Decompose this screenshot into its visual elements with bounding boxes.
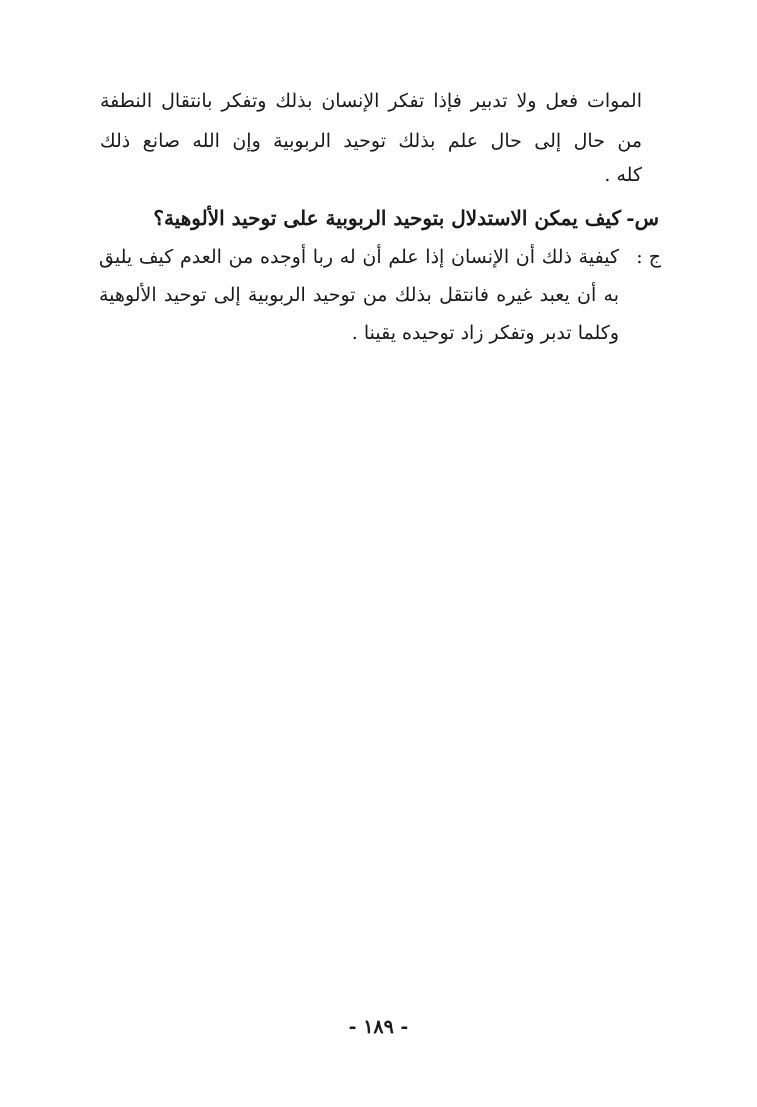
continuation-line-3: كله . [604, 164, 642, 186]
answer-line-3: وكلما تدبر وتفكر زاد توحيده يقينا . [351, 322, 619, 344]
answer-line-1: كيفية ذلك أن الإنسان إذا علم أن له ربا أوجده من العدم كيف يليق [99, 246, 619, 268]
continuation-line-1: الموات فعل ولا تدبير فإذا تفكر الإنسان بذلك وتفكر بانتقال النطفة [100, 90, 642, 112]
answer-line-2: به أن يعبد غيره فانتقل بذلك من توحيد الربوبية إلى توحيد الألوهية [99, 284, 619, 306]
continuation-line-2: من حال إلى حال علم بذلك توحيد الربوبية وإن الله صانع ذلك [100, 130, 642, 152]
answer-label: ج : [636, 246, 661, 268]
page-number: - ١٨٩ - [348, 1016, 409, 1038]
question-text: كيف يمكن الاستدلال بتوحيد الربوبية على توحيد الألوهية؟ [153, 206, 621, 230]
question-label: س- [626, 206, 659, 230]
